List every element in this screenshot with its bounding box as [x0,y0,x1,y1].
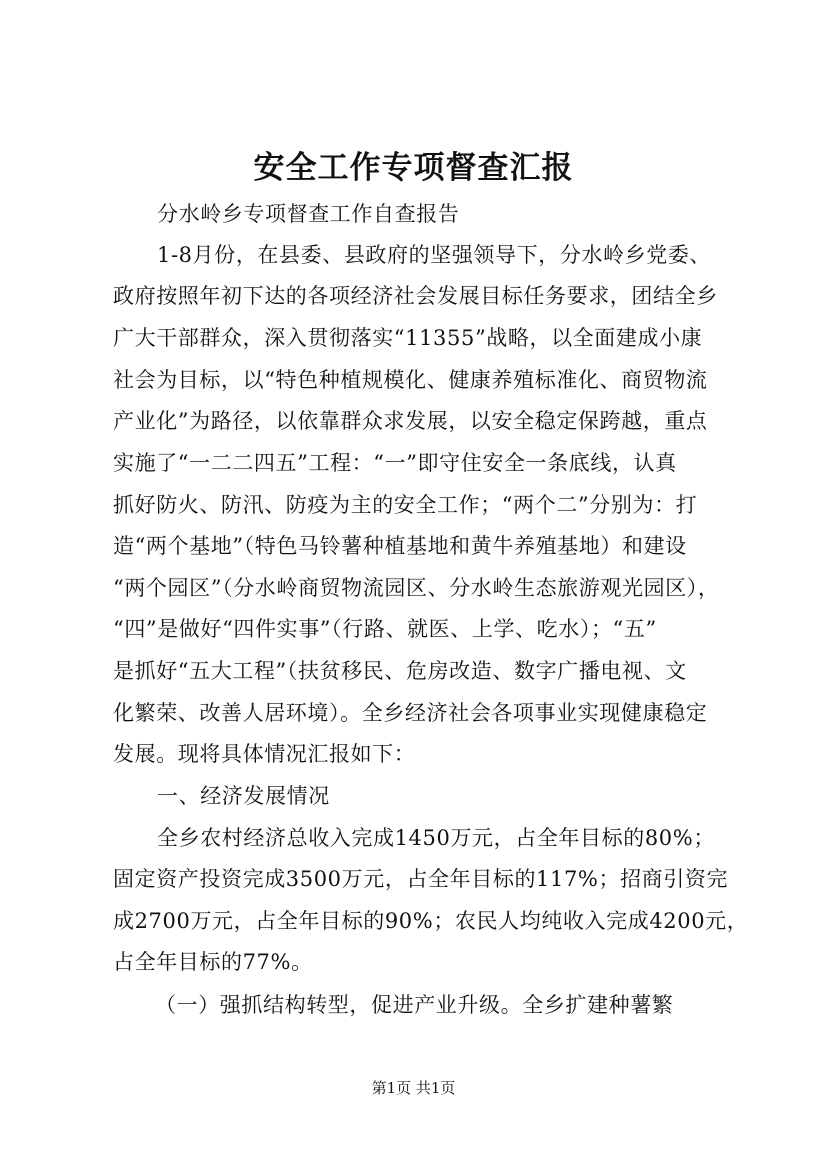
paragraph-line: 成2700万元，占全年目标的90%；农民人均纯收入完成4200元， [113,909,749,933]
paragraph-line: 政府按照年初下达的各项经济社会发展目标任务要求，团结全乡 [113,284,718,308]
paragraph-line: 化繁荣、改善人居环境）。全乡经济社会各项事业实现健康稳定 [113,701,708,725]
subsection-heading: （一）强抓结构转型，促进产业升级。全乡扩建种薯繁 [155,993,674,1017]
paragraph-line: 固定资产投资完成3500万元，占全年目标的117%；招商引资完 [113,867,729,891]
document-title: 安全工作专项督查汇报 [253,150,574,186]
paragraph-line: 抓好防火、防汛、防疫为主的安全工作；“两个二”分别为：打 [113,493,698,517]
paragraph-line: 产业化”为路径，以依靠群众求发展，以安全稳定保跨越，重点 [113,409,708,433]
section-heading: 一、经济发展情况 [157,784,330,808]
paragraph-line: 占全年目标的77%。 [113,950,313,974]
paragraph-line: “四”是做好“四件实事”（行路、就医、上学、吃水）；“五” [113,617,657,641]
page-footer: 第1页 共1页 [371,1079,456,1097]
paragraph-line: 发展。现将具体情况汇报如下： [113,742,416,766]
paragraph-line: 实施了“一二二四五”工程：“一”即守住安全一条底线，认真 [113,451,677,475]
paragraph-line: 1-8月份，在县委、县政府的坚强领导下，分水岭乡党委、 [157,243,712,267]
paragraph-line: “两个园区”（分水岭商贸物流园区、分水岭生态旅游观光园区）， [113,576,720,600]
paragraph-line: 全乡农村经济总收入完成1450万元，占全年目标的80%； [157,826,715,850]
paragraph-line: 社会为目标，以“特色种植规模化、健康养殖标准化、商贸物流 [113,368,708,392]
paragraph-line: 是抓好“五大工程”（扶贫移民、危房改造、数字广播电视、文 [113,659,687,683]
paragraph-line: 造“两个基地”（特色马铃薯种植基地和黄牛养殖基地）和建设 [113,534,687,558]
subtitle-line: 分水岭乡专项督查工作自查报告 [157,202,460,226]
paragraph-line: 广大干部群众，深入贯彻落实“11355”战略，以全面建成小康 [113,326,703,350]
